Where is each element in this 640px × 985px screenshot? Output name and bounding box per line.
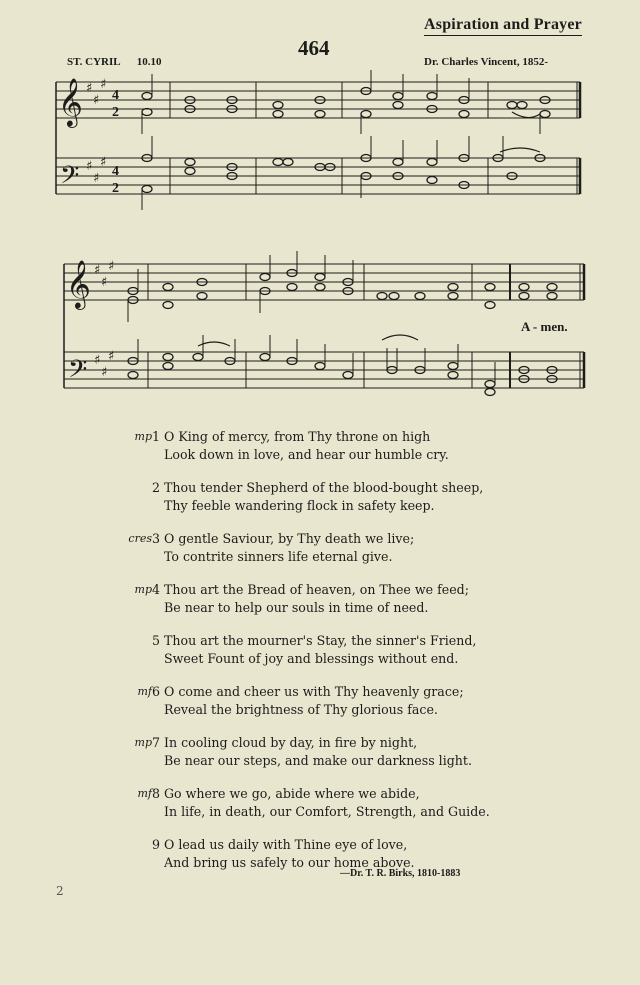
tune-meter: 10.10 (136, 56, 162, 68)
tune-info (67, 56, 161, 68)
verse-line-1: Thou art the mourner's Stay, the sinner's Friend, (164, 633, 477, 648)
verse-line-2: Thy feeble wandering flock in safety keep. (164, 498, 435, 513)
svg-text:♯: ♯ (94, 353, 101, 368)
verse-dynamic: mp (134, 430, 152, 443)
verse-dynamic: mp (134, 583, 152, 596)
svg-text:♯: ♯ (86, 159, 93, 174)
verse-line-1: O King of mercy, from Thy throne on high (164, 429, 431, 444)
verse-number: 7 (151, 735, 160, 750)
svg-text:2: 2 (112, 181, 119, 196)
svg-text:♯: ♯ (100, 155, 107, 170)
hymn-number: 464 (298, 36, 330, 60)
verse-line-1: Go where we go, abide where we abide, (164, 786, 420, 801)
verse-dynamic: mp (134, 736, 152, 749)
svg-text:♯: ♯ (101, 275, 108, 290)
svg-text:4: 4 (112, 88, 119, 103)
verse-line-1: Thou art the Bread of heaven, on Thee we feed; (164, 582, 469, 597)
verse-line-1: Thou tender Shepherd of the blood-bought sheep, (164, 480, 484, 495)
verse-line-1: O come and cheer us with Thy heavenly grace; (164, 684, 464, 699)
verse-line-1: O lead us daily with Thine eye of love, (164, 837, 408, 852)
verse-line-2: Look down in love, and hear our humble cry. (164, 447, 449, 462)
verse-line-1: In cooling cloud by day, in fire by night, (164, 735, 418, 750)
composer-credit: Dr. Charles Vincent, 1852- (424, 56, 548, 68)
music-system-1 (0, 70, 640, 210)
verse-dynamic: mf (137, 685, 152, 698)
svg-text:♯: ♯ (86, 81, 93, 96)
verse-line-2: Reveal the brightness of Thy glorious face. (164, 702, 438, 717)
verse-number: 8 (151, 786, 160, 801)
svg-text:♯: ♯ (101, 365, 108, 380)
author-credit: —Dr. T. R. Birks, 1810-1883 (340, 868, 461, 879)
svg-text:𝄢: 𝄢 (60, 161, 80, 196)
svg-text:2: 2 (112, 105, 119, 120)
verse-number: 2 (151, 480, 160, 495)
verse-number: 6 (151, 684, 160, 699)
verse-line-2: To contrite sinners life eternal give. (164, 549, 393, 564)
verse-number: 5 (151, 633, 160, 648)
svg-text:♯: ♯ (93, 171, 100, 186)
svg-text:♯: ♯ (93, 93, 100, 108)
section-heading: Aspiration and Prayer (424, 16, 582, 36)
verse-line-1: O gentle Saviour, by Thy death we live; (164, 531, 415, 546)
svg-text:♯: ♯ (100, 77, 107, 92)
svg-text:♯: ♯ (108, 349, 115, 364)
svg-text:4: 4 (112, 164, 119, 179)
verse-dynamic: cres (128, 532, 152, 545)
svg-text:𝄞: 𝄞 (58, 77, 83, 126)
svg-text:𝄞: 𝄞 (66, 259, 91, 308)
verse-line-2: Be near to help our souls in time of need. (164, 600, 429, 615)
svg-text:♯: ♯ (94, 263, 101, 278)
verse-line-2: In life, in death, our Comfort, Strength, and Guide. (164, 804, 490, 819)
svg-text:𝄢: 𝄢 (68, 355, 88, 390)
verse-number: 4 (151, 582, 160, 597)
tune-name: ST. CYRIL (67, 56, 120, 68)
verse-number: 1 (151, 429, 160, 444)
amen-lyric: A - men. (521, 319, 568, 334)
page-mark: 2 (56, 884, 64, 898)
verse-dynamic: mf (137, 787, 152, 800)
verse-number: 9 (151, 837, 160, 852)
verse-number: 3 (151, 531, 160, 546)
verse-line-2: Sweet Fount of joy and blessings without end. (164, 651, 459, 666)
verse-line-2: Be near our steps, and make our darkness light. (164, 753, 472, 768)
svg-text:♯: ♯ (108, 259, 115, 274)
verse-line-2: And bring us safely to our home above. (164, 855, 415, 870)
